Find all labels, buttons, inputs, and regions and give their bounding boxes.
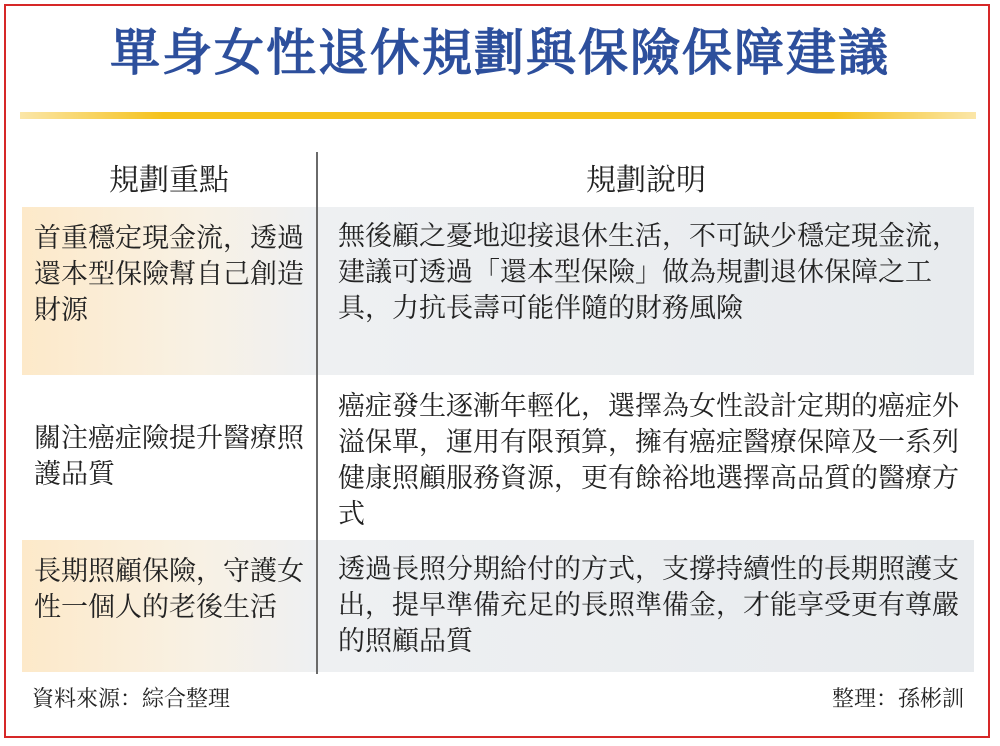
table-cell-description: 無後顧之憂地迎接退休生活，不可缺少穩定現金流，建議可透過「還本型保險」做為規劃退休保障之工具，力抗長壽可能伴隨的財務風險 bbox=[318, 207, 974, 375]
title-underline bbox=[20, 112, 976, 119]
table-cell-description: 癌症發生逐漸年輕化，選擇為女性設計定期的癌症外溢保單，運用有限預算，擁有癌症醫療保障及一系列健康照顧服務資源，更有餘裕地選擇高品質的醫療方式 bbox=[338, 391, 959, 530]
column-header-description: 規劃說明 bbox=[586, 163, 706, 198]
editor-credit: 整理：孫彬訓 bbox=[831, 686, 964, 712]
column-divider bbox=[316, 152, 318, 674]
table-row bbox=[22, 540, 974, 672]
table-cell-description: 透過長照分期給付的方式，支撐持續性的長期照護支出，提早準備充足的長照準備金，才能享受更有尊嚴的照顧品質 bbox=[318, 540, 974, 672]
table-cell-focus: 長期照顧保險，守護女性一個人的老後生活 bbox=[22, 540, 316, 672]
table-row bbox=[22, 207, 974, 375]
column-header-focus: 規劃重點 bbox=[109, 163, 229, 198]
table-row bbox=[22, 377, 974, 537]
table-cell-focus: 關注癌症險提升醫療照護品質 bbox=[34, 423, 304, 490]
table-cell-focus: 首重穩定現金流，透過還本型保險幫自己創造財源 bbox=[22, 207, 316, 375]
page-title: 單身女性退休規劃與保險保障建議 bbox=[110, 24, 890, 82]
source-note: 資料來源：綜合整理 bbox=[32, 686, 231, 712]
